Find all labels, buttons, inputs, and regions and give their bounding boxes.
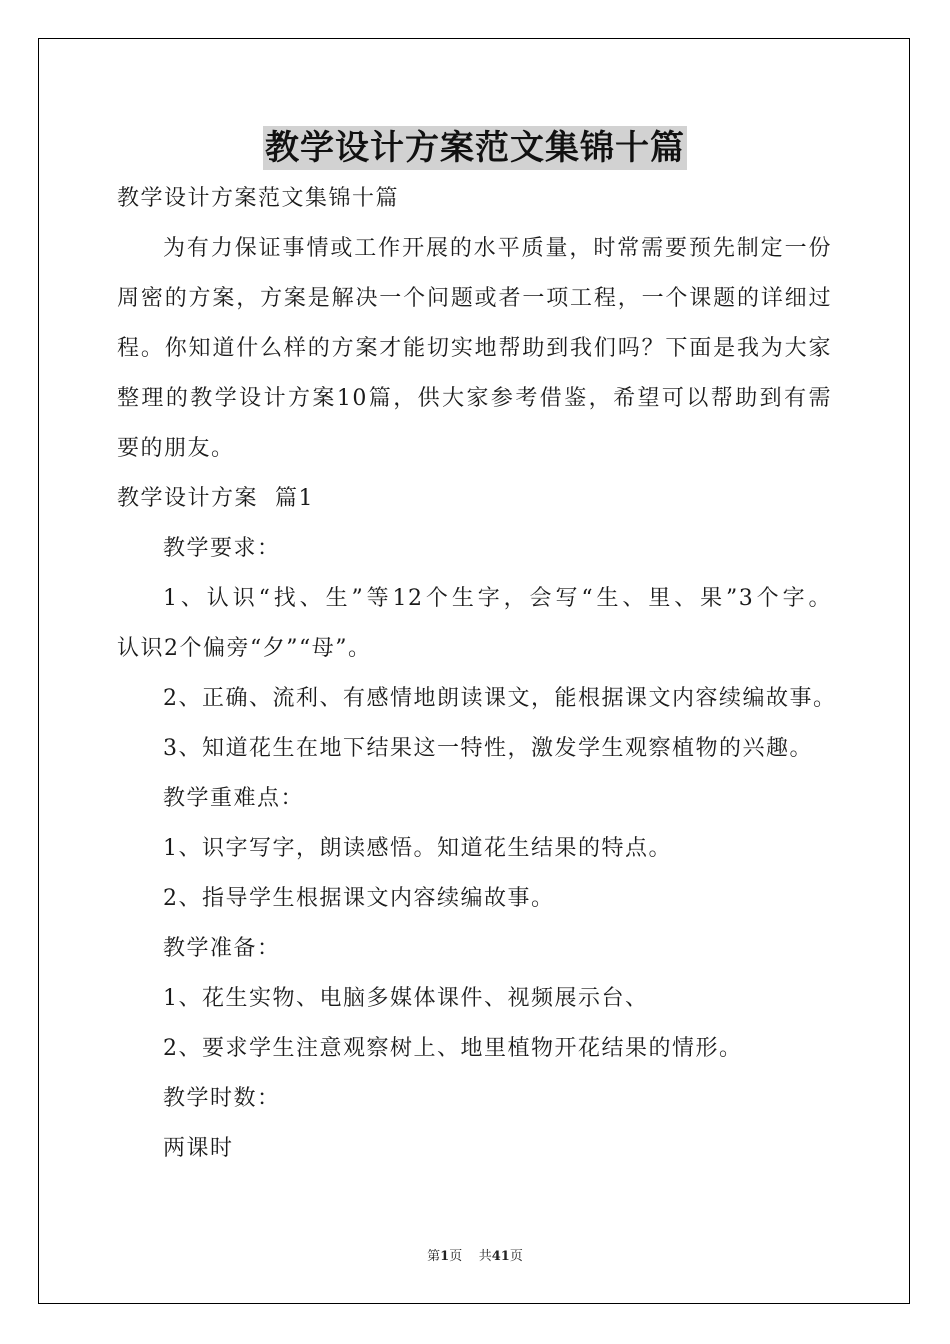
page-border [38,38,910,1304]
requirement-item-1: 1、认识“找、生”等12个生字，会写“生、里、果”3个字。 [163,586,832,611]
key-point-item-1: 1、识字写字，朗读感悟。知道花生结果的特点。 [163,836,672,861]
footer-page-suffix: 页 [449,1249,463,1264]
footer-page-prefix: 第 [427,1249,441,1264]
requirements-heading: 教学要求： [163,536,281,561]
intro-line-1: 为有力保证事情或工作开展的水平质量，时常需要预先制定一份 [163,236,832,261]
title-container [0,126,950,170]
preparation-item-2: 2、要求学生注意观察树上、地里植物开花结果的情形。 [163,1036,743,1061]
hours-value: 两课时 [163,1136,234,1161]
footer-page-number: 1 [440,1249,450,1264]
footer-total-suffix: 页 [509,1249,523,1264]
document-subtitle: 教学设计方案范文集锦十篇 [117,186,400,211]
key-points-heading: 教学重难点： [163,786,305,811]
section-heading: 教学设计方案 篇1 [117,486,314,511]
requirement-item-1-cont: 认识2个偏旁“夕”“母”。 [117,636,372,661]
intro-line-4: 整理的教学设计方案10篇，供大家参考借鉴，希望可以帮助到有需 [117,386,832,411]
document-title: 教学设计方案范文集锦十篇 [265,128,685,168]
footer-total-pages: 41 [491,1249,510,1264]
key-point-item-2: 2、指导学生根据课文内容续编故事。 [163,886,555,911]
preparation-heading: 教学准备： [163,936,281,961]
requirement-item-2: 2、正确、流利、有感情地朗读课文，能根据课文内容续编故事。 [163,686,837,711]
hours-heading: 教学时数： [163,1086,281,1111]
page-footer [0,1248,950,1266]
intro-line-3: 程。你知道什么样的方案才能切实地帮助到我们吗？下面是我为大家 [117,336,832,361]
footer-total-prefix: 共 [478,1249,492,1264]
preparation-item-1: 1、花生实物、电脑多媒体课件、视频展示台、 [163,986,649,1011]
requirement-item-3: 3、知道花生在地下结果这一特性，激发学生观察植物的兴趣。 [163,736,813,761]
intro-line-5: 要的朋友。 [117,436,235,461]
intro-line-2: 周密的方案，方案是解决一个问题或者一项工程，一个课题的详细过 [117,286,832,311]
